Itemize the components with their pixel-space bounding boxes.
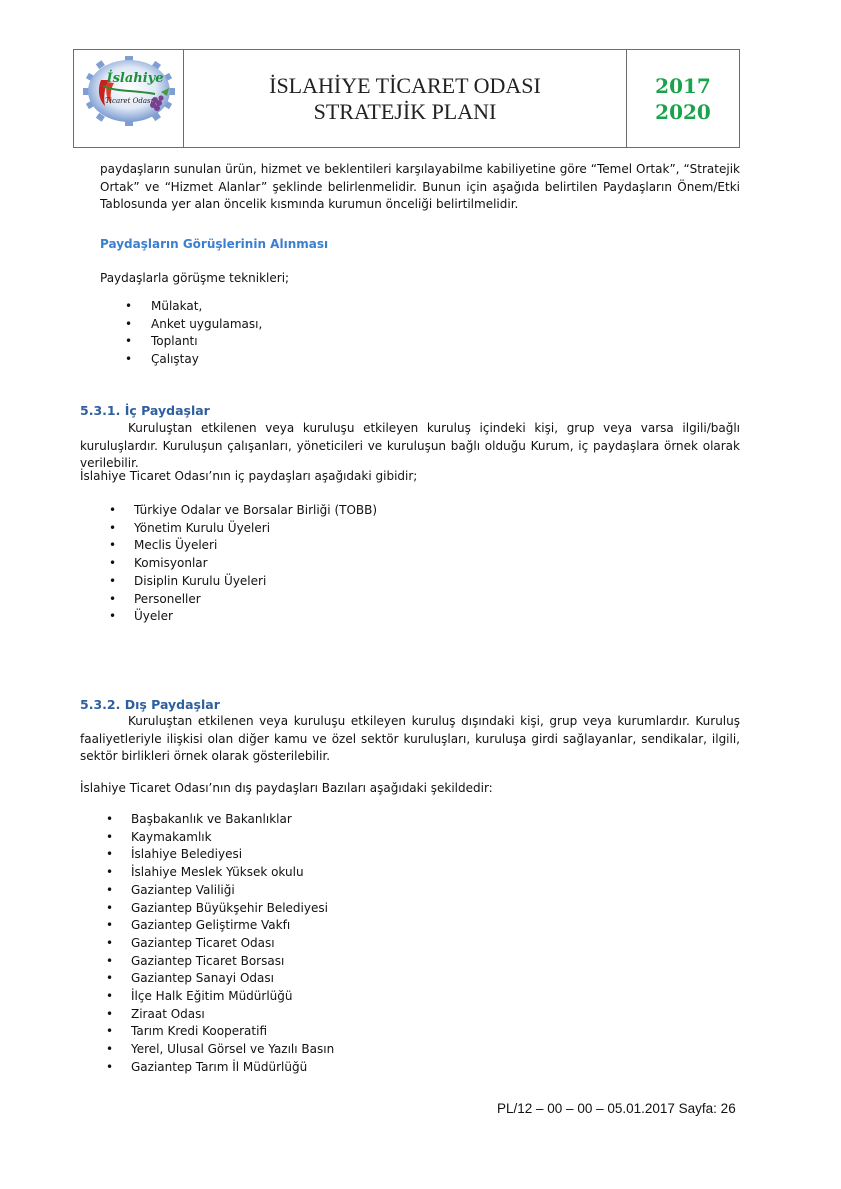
opinions-lead: Paydaşlarla görüşme teknikleri; bbox=[100, 271, 290, 285]
list-item bbox=[106, 1023, 334, 1041]
bullet-icon: • bbox=[106, 812, 114, 826]
list-item bbox=[106, 1006, 334, 1024]
list-item bbox=[106, 1059, 334, 1077]
document-title bbox=[184, 50, 627, 147]
bullet-icon: • bbox=[106, 882, 114, 897]
svg-text:Ticaret Odası: Ticaret Odası bbox=[104, 97, 153, 105]
interview-techniques-list bbox=[125, 298, 263, 369]
list-item-text: Üyeler bbox=[134, 609, 173, 624]
list-item bbox=[109, 591, 377, 609]
list-item bbox=[106, 988, 334, 1006]
internal-stakeholders-list bbox=[109, 502, 378, 626]
bullet-icon: • bbox=[109, 520, 117, 535]
opinions-heading: Paydaşların Görüşlerinin Alınması bbox=[100, 237, 329, 251]
bullet-icon: • bbox=[106, 1042, 114, 1057]
bullet-icon: • bbox=[106, 989, 114, 1004]
list-item-text: Kaymakamlık bbox=[131, 829, 212, 844]
list-item-text: Tarım Kredi Kooperatifi bbox=[131, 1024, 267, 1039]
list-item-text: Gaziantep Valiliği bbox=[131, 882, 235, 897]
list-item bbox=[106, 970, 334, 988]
list-item bbox=[106, 917, 334, 935]
list-item bbox=[106, 811, 334, 829]
internal-stakeholders-paragraph: Kuruluştan etkilenen veya kuruluşu etkileyen kuruluş içindeki kişi, grup veya varsa ilgili/bağlı kuruluşlardır. Kuruluşun çalışanları, yöneticileri ve kuruluşun bağlı olduğu Kurum, iç paydaşlara örnek olarak verilebilir. bbox=[80, 421, 740, 471]
list-item bbox=[106, 829, 334, 847]
list-item bbox=[106, 882, 334, 900]
list-item bbox=[106, 864, 334, 882]
list-item-text: Komisyonlar bbox=[134, 556, 208, 571]
internal-stakeholders-lead: İslahiye Ticaret Odası’nın iç paydaşları aşağıdaki gibidir; bbox=[80, 469, 418, 483]
bullet-icon: • bbox=[106, 1024, 114, 1039]
list-item-text: Ziraat Odası bbox=[131, 1006, 205, 1021]
list-item-text: Başbakanlık ve Bakanlıklar bbox=[131, 812, 292, 826]
bullet-icon: • bbox=[125, 316, 133, 331]
list-item-text: Toplantı bbox=[151, 334, 198, 349]
plan-years bbox=[627, 50, 739, 147]
list-item bbox=[125, 333, 262, 351]
title-line-2: STRATEJİK PLANI bbox=[313, 98, 497, 124]
external-stakeholders-lead: İslahiye Ticaret Odası’nın dış paydaşları Bazıları aşağıdaki şekildedir: bbox=[80, 781, 493, 795]
list-item-text: Meclis Üyeleri bbox=[134, 538, 218, 553]
year-end: 2020 bbox=[655, 99, 711, 124]
list-item-text: Gaziantep Ticaret Borsası bbox=[131, 953, 285, 968]
list-item-text: Anket uygulaması, bbox=[151, 316, 263, 331]
list-item-text: Personeller bbox=[134, 591, 201, 606]
list-item-text: İslahiye Belediyesi bbox=[131, 847, 243, 862]
list-item bbox=[109, 537, 377, 555]
bullet-icon: • bbox=[109, 556, 117, 571]
external-stakeholders-heading: 5.3.2. Dış Paydaşlar bbox=[80, 697, 220, 712]
list-item bbox=[106, 846, 334, 864]
list-item bbox=[106, 953, 334, 971]
list-item-text: İslahiye Meslek Yüksek okulu bbox=[131, 865, 304, 880]
list-item-text: Gaziantep Ticaret Odası bbox=[131, 935, 275, 950]
bullet-icon: • bbox=[106, 865, 114, 880]
logo-cell bbox=[74, 50, 184, 147]
bullet-icon: • bbox=[106, 935, 114, 950]
list-item bbox=[109, 520, 377, 538]
bullet-icon: • bbox=[106, 971, 114, 986]
list-item-text: Türkiye Odalar ve Borsalar Birliği (TOBB) bbox=[134, 503, 378, 517]
bullet-icon: • bbox=[125, 352, 133, 367]
svg-text:İslahiye: İslahiye bbox=[106, 71, 163, 86]
bullet-icon: • bbox=[125, 299, 133, 313]
bullet-icon: • bbox=[125, 334, 133, 349]
bullet-icon: • bbox=[109, 503, 117, 517]
list-item bbox=[109, 608, 377, 626]
intro-paragraph: paydaşların sunulan ürün, hizmet ve beklentileri karşılayabilme kabiliyetine göre “Temel Ortak”, “Stratejik Ortak” ve “Hizmet Alanlar” şeklinde belirlenmelidir. Bunun için aşağıda belirtilen Paydaşların Önem/Etki Tablosunda yer alan öncelik kısmında kurumun önceliği belirtilmelidir. bbox=[100, 162, 740, 212]
internal-stakeholders-heading: 5.3.1. İç Paydaşlar bbox=[80, 403, 210, 418]
list-item-text: Gaziantep Büyükşehir Belediyesi bbox=[131, 900, 328, 915]
external-stakeholders-list bbox=[106, 811, 335, 1077]
bullet-icon: • bbox=[106, 829, 114, 844]
list-item bbox=[106, 1041, 335, 1059]
chamber-logo-icon bbox=[83, 56, 175, 126]
list-item-text: Yerel, Ulusal Görsel ve Yazılı Basın bbox=[131, 1042, 335, 1057]
list-item bbox=[125, 316, 263, 334]
list-item bbox=[109, 573, 377, 591]
page-header bbox=[73, 49, 740, 148]
bullet-icon: • bbox=[106, 847, 114, 862]
bullet-icon: • bbox=[109, 591, 117, 606]
bullet-icon: • bbox=[106, 953, 114, 968]
list-item-text: Gaziantep Tarım İl Müdürlüğü bbox=[131, 1059, 308, 1074]
bullet-icon: • bbox=[106, 1006, 114, 1021]
bullet-icon: • bbox=[106, 900, 114, 915]
list-item bbox=[106, 900, 334, 918]
bullet-icon: • bbox=[109, 609, 117, 624]
bullet-icon: • bbox=[109, 573, 117, 588]
list-item-text: Mülakat, bbox=[151, 299, 203, 313]
list-item bbox=[109, 502, 378, 520]
title-line-1: İSLAHİYE TİCARET ODASI bbox=[269, 72, 541, 98]
year-start: 2017 bbox=[655, 73, 711, 98]
list-item-text: Disiplin Kurulu Üyeleri bbox=[134, 573, 267, 588]
page-footer: PL/12 – 00 – 00 – 05.01.2017 Sayfa: 26 bbox=[497, 1101, 736, 1116]
list-item-text: Gaziantep Geliştirme Vakfı bbox=[131, 918, 291, 933]
list-item bbox=[125, 298, 262, 316]
list-item-text: Çalıştay bbox=[151, 352, 199, 367]
list-item-text: Gaziantep Sanayi Odası bbox=[131, 971, 274, 986]
external-stakeholders-paragraph: Kuruluştan etkilenen veya kuruluşu etkileyen kuruluş dışındaki kişi, grup veya kurumlardır. Kuruluş faaliyetleriyle ilişkisi olan diğer kamu ve özel sektör kuruluşları, kuruluşa girdi sağlayanlar, sendikalar, ilgili, sektör birlikleri örnek olarak gösterilebilir. bbox=[80, 714, 740, 764]
bullet-icon: • bbox=[106, 918, 114, 933]
list-item-text: Yönetim Kurulu Üyeleri bbox=[134, 520, 271, 535]
bullet-icon: • bbox=[106, 1059, 114, 1074]
list-item bbox=[125, 351, 262, 369]
bullet-icon: • bbox=[109, 538, 117, 553]
list-item-text: İlçe Halk Eğitim Müdürlüğü bbox=[131, 989, 293, 1004]
list-item bbox=[109, 555, 377, 573]
list-item bbox=[106, 935, 334, 953]
